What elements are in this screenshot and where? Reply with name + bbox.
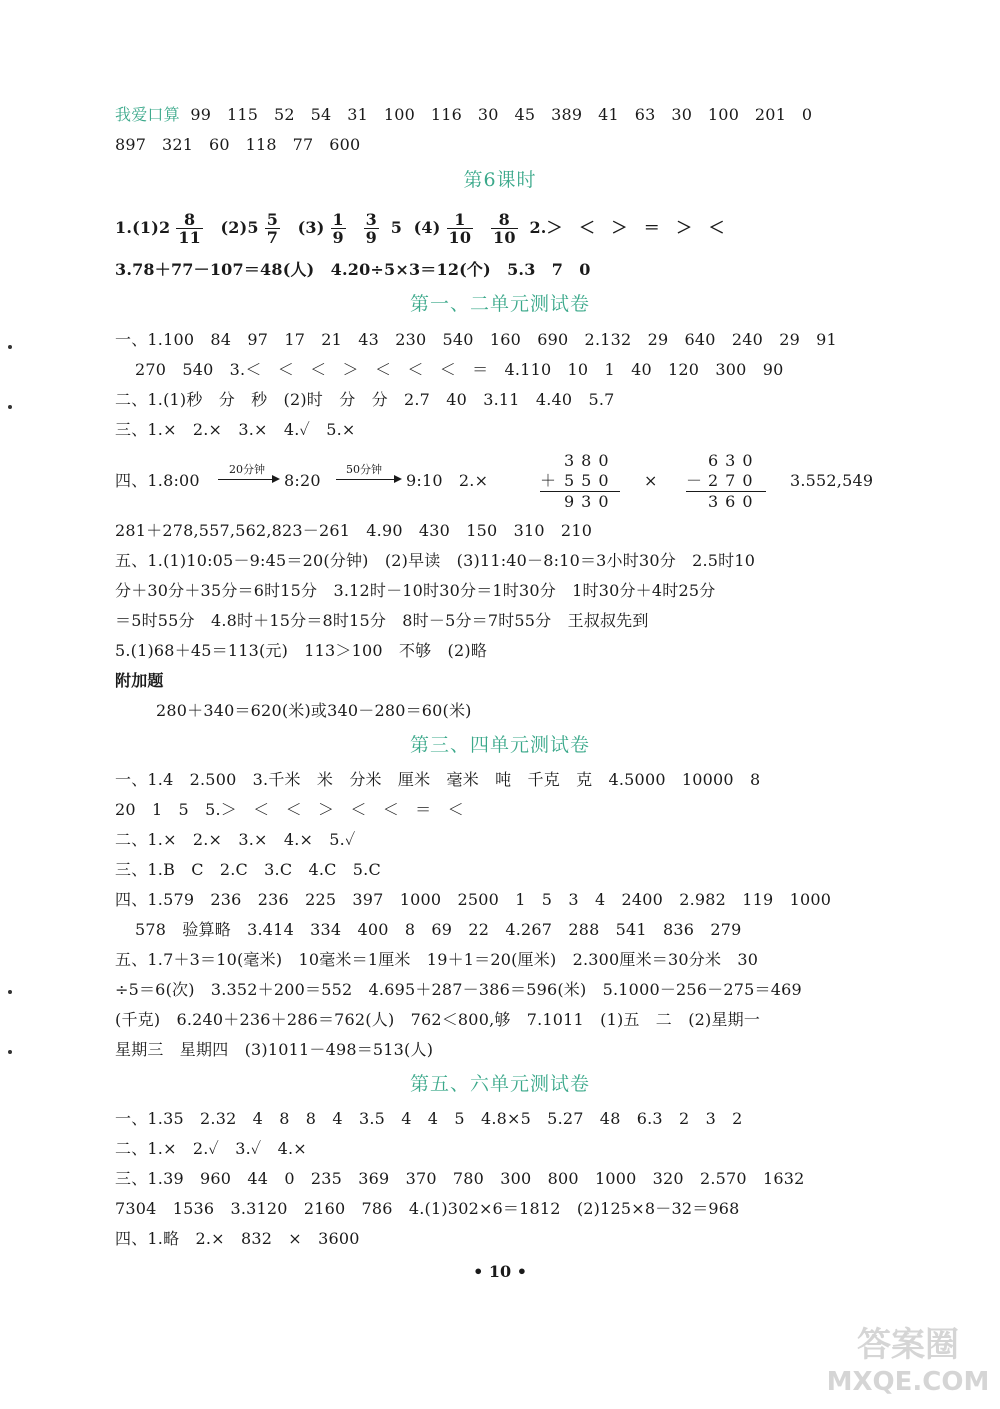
unit12-yi-line-2: 270 540 3.＜ ＜ ＜ ＞ ＜ ＜ ＜ ＝ 4.110 10 1 40 120 300 90 bbox=[135, 360, 784, 379]
fraction-1-num: 8 bbox=[176, 211, 203, 229]
fraction-2-num: 5 bbox=[266, 210, 279, 229]
heading-unit34: 第三、四单元测试卷 bbox=[409, 734, 590, 756]
unit34-san-line: 三、1.B C 2.C 3.C 4.C 5.C bbox=[115, 860, 381, 879]
vertical-add-mid: 550 bbox=[564, 471, 616, 490]
unit56-si-line: 四、1.略 2.× 832 × 3600 bbox=[115, 1229, 360, 1248]
koushuan-line-1 bbox=[115, 104, 812, 126]
unit12-si-e: 3.552,549 bbox=[790, 471, 874, 490]
unit56-er-line: 二、1.× 2.✓ 3.✓ 4.× bbox=[115, 1139, 307, 1158]
unit56-yi-line: 一、1.35 2.32 4 8 8 4 3.5 4 4 5 4.8×5 5.27 48 6.3 2 3 2 bbox=[115, 1109, 743, 1128]
unit12-si-c: 9:10 2.× bbox=[406, 471, 489, 490]
watermark-graphic bbox=[820, 1318, 996, 1398]
fraction-5-den: 10 bbox=[448, 228, 472, 247]
vertical-sub-mid: 270 bbox=[708, 471, 760, 490]
unit34-wu-line-2: ÷5＝6(次) 3.352＋200＝552 4.695＋287－386＝596(米) 5.1000－256－275＝469 bbox=[115, 980, 802, 999]
fraction-6 bbox=[491, 211, 518, 246]
unit12-san-line: 三、1.× 2.× 3.× 4.✓ 5.× bbox=[115, 420, 356, 439]
fraction-1 bbox=[176, 211, 203, 246]
margin-mark bbox=[8, 1050, 12, 1054]
unit12-si-a: 四、1.8:00 bbox=[115, 471, 200, 490]
margin-mark bbox=[8, 345, 12, 349]
l6-q1-p4: (4) bbox=[413, 218, 441, 237]
vertical-add-result: 930 bbox=[564, 492, 616, 511]
unit34-er-line: 二、1.× 2.× 3.× 4.× 5.✓ bbox=[115, 830, 356, 849]
heading-unit12: 第一、二单元测试卷 bbox=[409, 293, 590, 315]
unit34-wu-line-3: (千克) 6.240＋236＋286＝762(人) 762＜800,够 7.1011 (1)五 二 (2)星期一 bbox=[115, 1010, 761, 1029]
unit12-yi-line-1: 一、1.100 84 97 17 21 43 230 540 160 690 2.132 29 640 240 29 91 bbox=[115, 330, 837, 349]
fraction-1-den: 11 bbox=[178, 228, 201, 247]
fraction-4-den: 9 bbox=[365, 228, 377, 247]
arrow-1 bbox=[218, 479, 278, 480]
koushuan-values: 99 115 52 54 31 100 116 30 45 389 41 63 30 100 201 0 bbox=[190, 105, 813, 124]
page-number: • 10 • bbox=[473, 1262, 527, 1281]
unit12-wu-line-3: ＝5时55分 4.8时＋15分＝8时15分 8时－5分＝7时55分 王叔叔先到 bbox=[115, 611, 649, 630]
l6-q1-prefix: 1.(1)2 bbox=[115, 218, 171, 237]
vertical-sub-op: － bbox=[686, 471, 710, 490]
lesson6-q1-line bbox=[115, 208, 725, 248]
fraction-4-num: 3 bbox=[365, 210, 377, 229]
watermark-bottom-text: MXQE.COM bbox=[826, 1367, 990, 1397]
fraction-4 bbox=[364, 211, 379, 246]
unit56-san-line-1: 三、1.39 960 44 0 235 369 370 780 300 800 1000 320 2.570 1632 bbox=[115, 1169, 805, 1188]
fraction-5 bbox=[447, 211, 474, 246]
heading-lesson6: 第6课时 bbox=[463, 169, 537, 191]
arrow-2 bbox=[336, 479, 400, 480]
vertical-add-top: 380 bbox=[564, 451, 616, 470]
unit34-yi-line-1: 一、1.4 2.500 3.千米 米 分米 厘米 毫米 吨 千克 克 4.5000 10000 8 bbox=[115, 770, 761, 789]
l6-q1-p2: (2)5 bbox=[220, 218, 259, 237]
fraction-3-num: 1 bbox=[332, 210, 344, 229]
fraction-2 bbox=[265, 211, 280, 246]
unit12-fujia-title: 附加题 bbox=[115, 671, 164, 690]
unit34-si-line-2: 578 验算略 3.414 334 400 8 69 22 4.267 288 541 836 279 bbox=[135, 920, 742, 939]
unit12-si-d: × bbox=[644, 471, 658, 490]
fraction-5-num: 1 bbox=[447, 211, 474, 229]
unit12-fujia-answer: 280＋340＝620(米)或340－280＝60(米) bbox=[156, 701, 472, 720]
heading-unit56: 第五、六单元测试卷 bbox=[409, 1073, 590, 1095]
unit34-wu-line-1: 五、1.7＋3＝10(毫米) 10毫米＝1厘米 19＋1＝20(厘米) 2.300厘米＝30分米 30 bbox=[115, 950, 759, 969]
fraction-2-den: 7 bbox=[266, 228, 279, 247]
koushuan-label: 我爱口算 bbox=[115, 105, 180, 124]
unit56-san-line-2: 7304 1536 3.3120 2160 786 4.(1)302×6＝1812 (2)125×8－32＝968 bbox=[115, 1199, 740, 1218]
arrow-2-label: 50分钟 bbox=[346, 463, 382, 476]
watermark-logo bbox=[820, 1318, 996, 1398]
unit34-yi-line-2: 20 1 5 5.＞ ＜ ＜ ＞ ＜ ＜ ＝ ＜ bbox=[115, 800, 464, 819]
l6-q1-p3: (3) bbox=[297, 218, 325, 237]
fraction-6-num: 8 bbox=[491, 211, 518, 229]
vertical-add-op: ＋ bbox=[540, 471, 564, 490]
l6-q2: 2.＞ ＜ ＞ ＝ ＞ ＜ bbox=[529, 218, 725, 237]
unit12-si-line-2: 281＋278,557,562,823－261 4.90 430 150 310 210 bbox=[115, 521, 593, 540]
margin-mark bbox=[8, 990, 12, 994]
koushuan-line-2: 897 321 60 118 77 600 bbox=[115, 135, 361, 154]
unit12-wu-line-1: 五、1.(1)10:05－9:45＝20(分钟) (2)早读 (3)11:40－8:10＝3小时30分 2.5时10 bbox=[115, 551, 756, 570]
unit34-si-line-1: 四、1.579 236 236 225 397 1000 2500 1 5 3 4 2400 2.982 119 1000 bbox=[115, 890, 832, 909]
margin-mark bbox=[8, 405, 12, 409]
fraction-3 bbox=[331, 211, 346, 246]
watermark-top-text: 答案圈 bbox=[857, 1325, 959, 1365]
vertical-sub-result: 360 bbox=[708, 492, 760, 511]
unit34-wu-line-4: 星期三 星期四 (3)1011－498＝513(人) bbox=[115, 1040, 434, 1059]
lesson6-q3-line: 3.78＋77－107＝48(人) 4.20÷5×3＝12(个) 5.3 7 0 bbox=[115, 260, 591, 279]
arrow-1-label: 20分钟 bbox=[229, 463, 265, 476]
unit12-si-b: 8:20 bbox=[284, 471, 321, 490]
l6-q1-between: 5 bbox=[390, 218, 403, 237]
unit12-er-line: 二、1.(1)秒 分 秒 (2)时 分 分 2.7 40 3.11 4.40 5.7 bbox=[115, 390, 615, 409]
fraction-3-den: 9 bbox=[332, 228, 344, 247]
unit12-wu-line-4: 5.(1)68＋45＝113(元) 113＞100 不够 (2)略 bbox=[115, 641, 488, 660]
fraction-6-den: 10 bbox=[492, 228, 516, 247]
vertical-sub-top: 630 bbox=[708, 451, 760, 470]
unit12-wu-line-2: 分＋30分＋35分＝6时15分 3.12时－10时30分＝1时30分 1时30分＋4时25分 bbox=[115, 581, 716, 600]
